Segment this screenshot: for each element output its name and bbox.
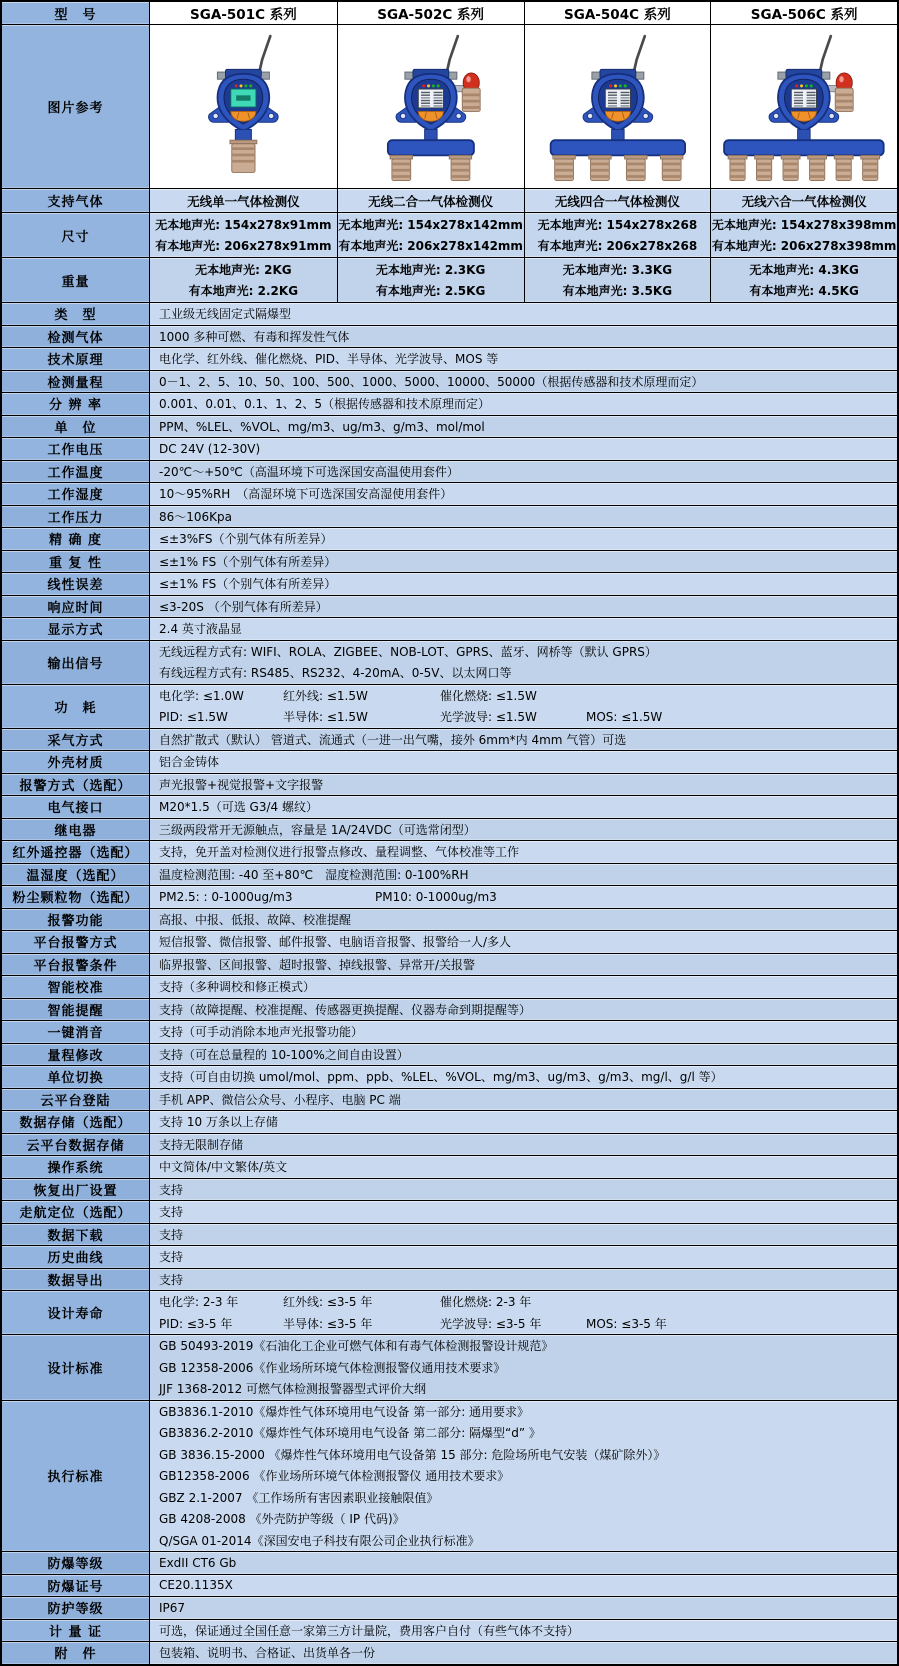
product-image-cell	[710, 25, 897, 188]
row-value: 高报、中报、低报、故障、校准提醒	[150, 909, 897, 931]
row-value: 铝合金铸体	[150, 751, 897, 773]
row-value: 短信报警、微信报警、邮件报警、电脑语音报警、报警给一人/多人	[150, 931, 897, 953]
spec-line: 无本地声光: 154x278x268	[537, 218, 698, 232]
row-label: 报警功能	[2, 909, 150, 931]
value-segment: 红外线: ≤3-5 年	[283, 1295, 373, 1310]
value-line	[159, 886, 891, 908]
spec-line: 无本地声光: 4.3KG	[749, 263, 859, 277]
spec-line: 有本地声光: 2.5KG	[375, 284, 486, 298]
row-label: 电气接口	[2, 796, 150, 818]
table-row	[2, 975, 897, 998]
manifold	[724, 140, 884, 155]
table-row	[2, 1619, 897, 1642]
row-label: 工作压力	[2, 506, 150, 528]
row-label: 工作电压	[2, 438, 150, 460]
spec-line: 有本地声光: 3.5KG	[562, 284, 673, 298]
row-label: 重 复 性	[2, 551, 150, 573]
weight-row	[2, 257, 897, 302]
table-row	[2, 930, 897, 953]
row-label: 附 件	[2, 1642, 150, 1664]
value-line: GB3836.2-2010《爆炸性气体环境用电气设备 第二部分: 隔爆型“d” 》	[159, 1426, 541, 1441]
spec-line: 无本地声光: 3.3KG	[562, 263, 673, 277]
table-row	[2, 1574, 897, 1597]
table-row	[2, 1334, 897, 1400]
row-label: 红外遥控器（选配）	[2, 841, 150, 863]
value-segment: 光学波导: ≤1.5W	[440, 710, 537, 725]
row-label: 支持气体	[2, 189, 150, 212]
value-line: 无线远程方式有: WIFI、ROLA、ZIGBEE、NOB-LOT、GPRS、蓝牙、网桥等（默认 GPRS）	[159, 644, 657, 659]
table-row	[2, 885, 897, 908]
spec-line: 无本地声光: 2.3KG	[375, 263, 486, 277]
row-value: 支持（故障提醒、校准提醒、传感器更换提醒、仪器寿命到期提醒等）	[150, 999, 897, 1021]
model-spec-cell	[710, 213, 897, 257]
row-value	[150, 886, 897, 908]
product-image-cell	[150, 25, 337, 188]
table-row	[2, 840, 897, 863]
table-row	[2, 1596, 897, 1619]
row-value: ≤3-20S （个别气体有所差异）	[150, 596, 897, 618]
row-value: 支持	[150, 1246, 897, 1268]
row-label: 工作温度	[2, 461, 150, 483]
row-value	[150, 1335, 897, 1400]
row-value: IP67	[150, 1597, 897, 1619]
table-row	[2, 818, 897, 841]
model-spec-cell	[524, 258, 711, 302]
value-segment: 光学波导: ≤3-5 年	[440, 1316, 542, 1331]
row-label: 走航定位（选配）	[2, 1201, 150, 1223]
row-value	[150, 1401, 897, 1552]
support-row	[2, 188, 897, 212]
row-label: 工作湿度	[2, 483, 150, 505]
value-segment: PM10: 0-1000ug/m3	[375, 889, 497, 904]
value-line	[159, 1291, 891, 1313]
table-row	[2, 1245, 897, 1268]
value-line: JJF 1368-2012 可燃气体检测报警器型式评价大纲	[159, 1382, 427, 1397]
support-value: 无线单一气体检测仪	[150, 189, 337, 212]
spec-line: 无本地声光: 2KG	[195, 263, 292, 277]
spec-line: 有本地声光: 206x278x268	[537, 239, 698, 253]
row-value	[150, 641, 897, 684]
table-row	[2, 550, 897, 573]
table-row	[2, 1641, 897, 1664]
row-label: 温湿度（选配）	[2, 864, 150, 886]
row-label: 数据导出	[2, 1269, 150, 1291]
model-name: SGA-502C 系列	[337, 2, 524, 24]
row-label: 数据下载	[2, 1224, 150, 1246]
model-name: SGA-501C 系列	[150, 2, 337, 24]
size-row	[2, 212, 897, 257]
table-row	[2, 998, 897, 1021]
support-value: 无线六合一气体检测仪	[710, 189, 897, 212]
row-label: 防护等级	[2, 1597, 150, 1619]
value-segment: PM2.5: : 0-1000ug/m3	[159, 889, 293, 904]
row-label: 报警方式（选配）	[2, 774, 150, 796]
spec-line: 有本地声光: 206x278x398mm	[711, 239, 897, 253]
row-value: 1000 多种可燃、有毒和挥发性气体	[150, 326, 897, 348]
row-value: 2.4 英寸液晶显	[150, 618, 897, 640]
table-row	[2, 415, 897, 438]
row-value: 支持	[150, 1179, 897, 1201]
row-value: PPM、%LEL、%VOL、mg/m3、ug/m3、g/m3、mol/mol	[150, 416, 897, 438]
value-line	[159, 1313, 891, 1335]
spec-line: 有本地声光: 206x278x142mm	[338, 239, 523, 253]
table-row	[2, 437, 897, 460]
row-label: 平台报警条件	[2, 954, 150, 976]
row-label: 外壳材质	[2, 751, 150, 773]
value-segment: 半导体: ≤3-5 年	[283, 1316, 373, 1331]
table-row	[2, 684, 897, 728]
value-segment: PID: ≤3-5 年	[159, 1316, 233, 1331]
table-row	[2, 1268, 897, 1291]
row-label: 历史曲线	[2, 1246, 150, 1268]
value-line	[159, 706, 891, 728]
value-line	[159, 685, 891, 707]
value-segment: 催化燃烧: ≤1.5W	[440, 688, 537, 703]
table-row	[2, 1551, 897, 1574]
row-value: 工业级无线固定式隔爆型	[150, 303, 897, 325]
row-value: -20℃～+50℃（高温环境下可选深国安高温使用套件）	[150, 461, 897, 483]
value-line: Q/SGA 01-2014《深国安电子科技有限公司企业执行标准》	[159, 1533, 480, 1548]
row-label: 线性误差	[2, 573, 150, 595]
row-label: 类 型	[2, 303, 150, 325]
row-label: 云平台数据存储	[2, 1134, 150, 1156]
row-label: 量程修改	[2, 1044, 150, 1066]
row-value: 中文简体/中文繁体/英文	[150, 1156, 897, 1178]
model-name: SGA-504C 系列	[524, 2, 711, 24]
value-line: GB3836.1-2010《爆炸性气体环境用电气设备 第一部分: 通用要求》	[159, 1404, 530, 1419]
product-image-sga-506c	[711, 29, 897, 185]
model-spec-cell	[150, 258, 337, 302]
value-line: GB12358-2006 《作业场所环境气体检测报警仪 通用技术要求》	[159, 1469, 510, 1484]
row-label: 型 号	[2, 2, 150, 24]
model-header-row	[2, 2, 897, 24]
row-value: M20*1.5（可选 G3/4 螺纹）	[150, 796, 897, 818]
row-label: 防爆等级	[2, 1552, 150, 1574]
value-segment: 催化燃烧: 2-3 年	[440, 1295, 532, 1310]
spec-line: 无本地声光: 154x278x91mm	[155, 218, 332, 232]
row-label: 尺寸	[2, 213, 150, 257]
row-value: 86～106Kpa	[150, 506, 897, 528]
row-label: 智能校准	[2, 976, 150, 998]
spec-line: 有本地声光: 2.2KG	[188, 284, 299, 298]
product-image-cell	[524, 25, 711, 188]
row-value: 0－1、2、5、10、50、100、500、1000、5000、10000、50000（根据传感器和技术原理而定）	[150, 371, 897, 393]
row-value: 支持（可手动消除本地声光报警功能）	[150, 1021, 897, 1043]
manifold	[550, 140, 684, 155]
row-label: 继电器	[2, 819, 150, 841]
row-label: 检测气体	[2, 326, 150, 348]
row-label: 粉尘颗粒物（选配）	[2, 886, 150, 908]
value-line: GB 50493-2019《石油化工企业可燃气体和有毒气体检测报警设计规范》	[159, 1339, 554, 1354]
value-line: GBZ 2.1-2007 《工作场所有害因素职业接触限值》	[159, 1490, 439, 1505]
spec-line: 无本地声光: 154x278x142mm	[338, 218, 523, 232]
row-value: ExdII CT6 Gb	[150, 1552, 897, 1574]
row-value: 支持 10 万条以上存储	[150, 1111, 897, 1133]
row-value: 0.001、0.01、0.1、1、2、5（根据传感器和技术原理而定）	[150, 393, 897, 415]
row-label: 数据存储（选配）	[2, 1111, 150, 1133]
row-label: 平台报警方式	[2, 931, 150, 953]
row-value: 支持（可在总量程的 10-100%之间自由设置）	[150, 1044, 897, 1066]
row-label: 图片参考	[2, 25, 150, 188]
row-value: 支持（多种调校和修正模式）	[150, 976, 897, 998]
table-row	[2, 302, 897, 325]
table-row	[2, 640, 897, 684]
row-value: 支持，免开盖对检测仪进行报警点修改、量程调整、气体校准等工作	[150, 841, 897, 863]
manifold	[388, 140, 474, 155]
table-row	[2, 1043, 897, 1066]
row-value: 支持	[150, 1224, 897, 1246]
row-label: 精 确 度	[2, 528, 150, 550]
row-label: 计 量 证	[2, 1620, 150, 1642]
spec-line: 有本地声光: 4.5KG	[749, 284, 859, 298]
support-value: 无线四合一气体检测仪	[524, 189, 711, 212]
value-segment: 电化学: 2-3 年	[159, 1295, 239, 1310]
row-label: 单 位	[2, 416, 150, 438]
row-label: 采气方式	[2, 729, 150, 751]
table-row	[2, 392, 897, 415]
row-label: 检测量程	[2, 371, 150, 393]
row-label: 输出信号	[2, 641, 150, 684]
table-row	[2, 1065, 897, 1088]
row-label: 重量	[2, 258, 150, 302]
row-label: 智能提醒	[2, 999, 150, 1021]
row-value: 手机 APP、微信公众号、小程序、电脑 PC 端	[150, 1089, 897, 1111]
row-value: 电化学、红外线、催化燃烧、PID、半导体、光学波导、MOS 等	[150, 348, 897, 370]
table-row	[2, 863, 897, 886]
table-row	[2, 728, 897, 751]
value-segment: MOS: ≤3-5 年	[586, 1316, 667, 1331]
row-value: 可选，保证通过全国任意一家第三方计量院，费用客户自付（有些气体不支持）	[150, 1620, 897, 1642]
row-value: 10～95%RH （高湿环境下可选深国安高湿使用套件）	[150, 483, 897, 505]
row-value: 包装箱、说明书、合格证、出货单各一份	[150, 1642, 897, 1664]
image-row	[2, 24, 897, 188]
row-value: 温度检测范围: -40 至+80℃ 湿度检测范围: 0-100%RH	[150, 864, 897, 886]
table-row	[2, 1290, 897, 1334]
row-value: DC 24V (12-30V)	[150, 438, 897, 460]
spec-line: 有本地声光: 206x278x91mm	[155, 239, 332, 253]
row-value	[150, 1291, 897, 1334]
row-label: 防爆证号	[2, 1575, 150, 1597]
model-spec-cell	[524, 213, 711, 257]
table-row	[2, 773, 897, 796]
row-value: ≤±3%FS（个别气体有所差异）	[150, 528, 897, 550]
row-value: 支持无限制存储	[150, 1134, 897, 1156]
row-value: 三级两段常开无源触点，容量是 1A/24VDC（可选常闭型）	[150, 819, 897, 841]
row-label: 功 耗	[2, 685, 150, 728]
row-label: 分 辨 率	[2, 393, 150, 415]
value-segment: 红外线: ≤1.5W	[283, 688, 368, 703]
support-value: 无线二合一气体检测仪	[337, 189, 524, 212]
table-row	[2, 1200, 897, 1223]
product-image-sga-502c	[338, 29, 524, 185]
table-row	[2, 460, 897, 483]
product-image-sga-501c	[150, 29, 337, 185]
value-segment: PID: ≤1.5W	[159, 709, 228, 724]
row-value: 临界报警、区间报警、超时报警、掉线报警、异常开/关报警	[150, 954, 897, 976]
table-row	[2, 595, 897, 618]
row-value: ≤±1% FS（个别气体有所差异）	[150, 573, 897, 595]
table-row	[2, 1088, 897, 1111]
row-value: CE20.1135X	[150, 1575, 897, 1597]
model-spec-cell	[337, 258, 524, 302]
model-spec-cell	[337, 213, 524, 257]
table-row	[2, 953, 897, 976]
table-row	[2, 347, 897, 370]
row-value: 支持	[150, 1269, 897, 1291]
row-label: 执行标准	[2, 1401, 150, 1552]
table-row	[2, 750, 897, 773]
table-row	[2, 1400, 897, 1552]
table-row	[2, 1155, 897, 1178]
model-spec-cell	[150, 213, 337, 257]
row-label: 显示方式	[2, 618, 150, 640]
row-label: 响应时间	[2, 596, 150, 618]
row-value: 自然扩散式（默认） 管道式、流通式（一进一出气嘴，接外 6mm*内 4mm 气管）可选	[150, 729, 897, 751]
table-row	[2, 1133, 897, 1156]
row-label: 单位切换	[2, 1066, 150, 1088]
spec-line: 无本地声光: 154x278x398mm	[711, 218, 897, 232]
row-label: 一键消音	[2, 1021, 150, 1043]
row-value: 支持	[150, 1201, 897, 1223]
model-spec-cell	[710, 258, 897, 302]
value-line: GB 4208-2008 《外壳防护等级（ IP 代码)》	[159, 1512, 405, 1527]
product-image-sga-504c	[525, 29, 711, 185]
row-value: ≤±1% FS（个别气体有所差异）	[150, 551, 897, 573]
value-line: 有线远程方式有: RS485、RS232、4-20mA、0-5V、以太网口等	[159, 666, 512, 681]
table-row	[2, 325, 897, 348]
value-segment: 电化学: ≤1.0W	[159, 688, 244, 703]
row-label: 设计寿命	[2, 1291, 150, 1334]
row-label: 恢复出厂设置	[2, 1179, 150, 1201]
row-label: 云平台登陆	[2, 1089, 150, 1111]
value-line: GB 3836.15-2000 《爆炸性气体环境用电气设备第 15 部分: 危险场所电气安装（煤矿除外）》	[159, 1447, 666, 1462]
table-row	[2, 908, 897, 931]
table-row	[2, 1223, 897, 1246]
row-label: 设计标准	[2, 1335, 150, 1400]
table-row	[2, 617, 897, 640]
row-label: 操作系统	[2, 1156, 150, 1178]
table-row	[2, 527, 897, 550]
table-row	[2, 482, 897, 505]
table-row	[2, 1020, 897, 1043]
row-value: 支持（可自由切换 umol/mol、ppm、ppb、%LEL、%VOL、mg/m3、ug/m3、g/m3、mg/l、g/l 等）	[150, 1066, 897, 1088]
table-row	[2, 1110, 897, 1133]
value-line: GB 12358-2006《作业场所环境气体检测报警仪通用技术要求》	[159, 1360, 506, 1375]
value-segment: 半导体: ≤1.5W	[283, 710, 368, 725]
table-row	[2, 370, 897, 393]
table-row	[2, 1178, 897, 1201]
row-value	[150, 685, 897, 728]
table-row	[2, 795, 897, 818]
value-segment: MOS: ≤1.5W	[586, 709, 663, 724]
product-image-cell	[337, 25, 524, 188]
row-label: 技术原理	[2, 348, 150, 370]
table-row	[2, 572, 897, 595]
table-row	[2, 505, 897, 528]
model-name: SGA-506C 系列	[710, 2, 897, 24]
row-value: 声光报警+视觉报警+文字报警	[150, 774, 897, 796]
